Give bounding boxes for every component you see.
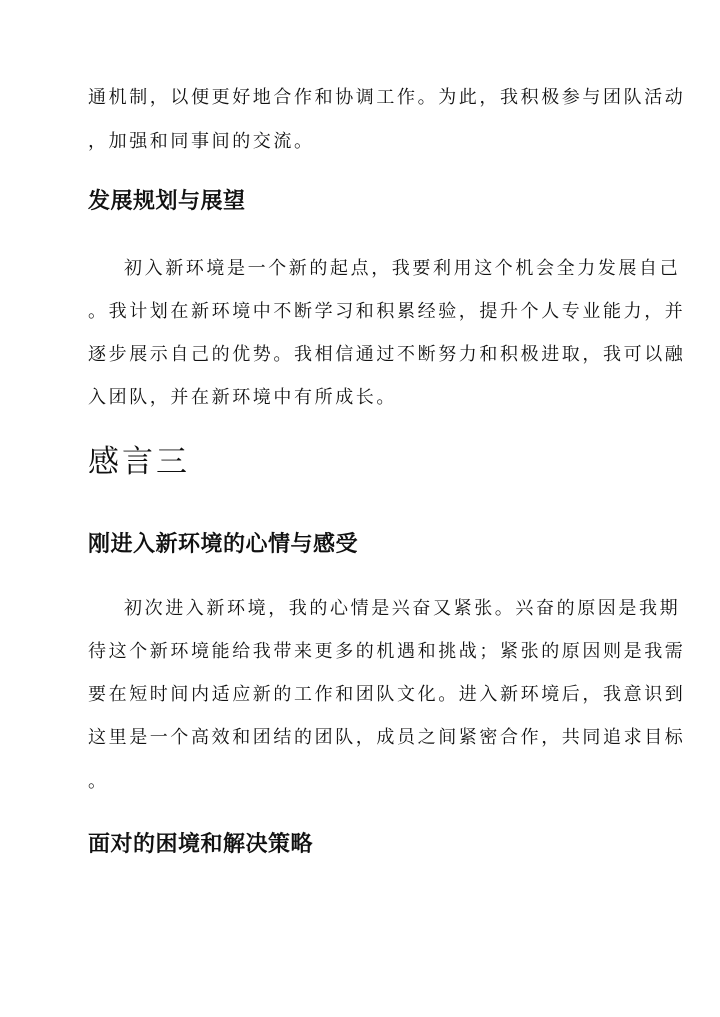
paragraph-line: 待这个新环境能给我带来更多的机遇和挑战；紧张的原因则是我需	[88, 641, 686, 662]
paragraph-line: 要在短时间内适应新的工作和团队文化。进入新环境后，我意识到	[88, 684, 686, 705]
paragraph-line: 。	[88, 771, 109, 792]
section-heading-feelings: 刚进入新环境的心情与感受	[88, 531, 359, 557]
paragraph-line: 通机制，以便更好地合作和协调工作。为此，我积极参与团队活动	[88, 87, 686, 108]
section-heading-development: 发展规划与展望	[88, 188, 246, 214]
part-title: 感言三	[88, 444, 190, 480]
paragraph-line: ，加强和同事间的交流。	[88, 131, 315, 152]
paragraph-line: 。我计划在新环境中不断学习和积累经验，提升个人专业能力，并	[88, 301, 686, 322]
paragraph-line: 入团队，并在新环境中有所成长。	[88, 387, 397, 408]
paragraph-line: 初次进入新环境，我的心情是兴奋又紧张。兴奋的原因是我期	[124, 598, 681, 619]
paragraph-line: 初入新环境是一个新的起点，我要利用这个机会全力发展自己	[124, 258, 681, 279]
paragraph-line: 逐步展示自己的优势。我相信通过不断努力和积极进取，我可以融	[88, 344, 686, 365]
paragraph-line: 这里是一个高效和团结的团队，成员之间紧密合作，共同追求目标	[88, 727, 686, 748]
section-heading-difficulties: 面对的困境和解决策略	[88, 831, 314, 857]
